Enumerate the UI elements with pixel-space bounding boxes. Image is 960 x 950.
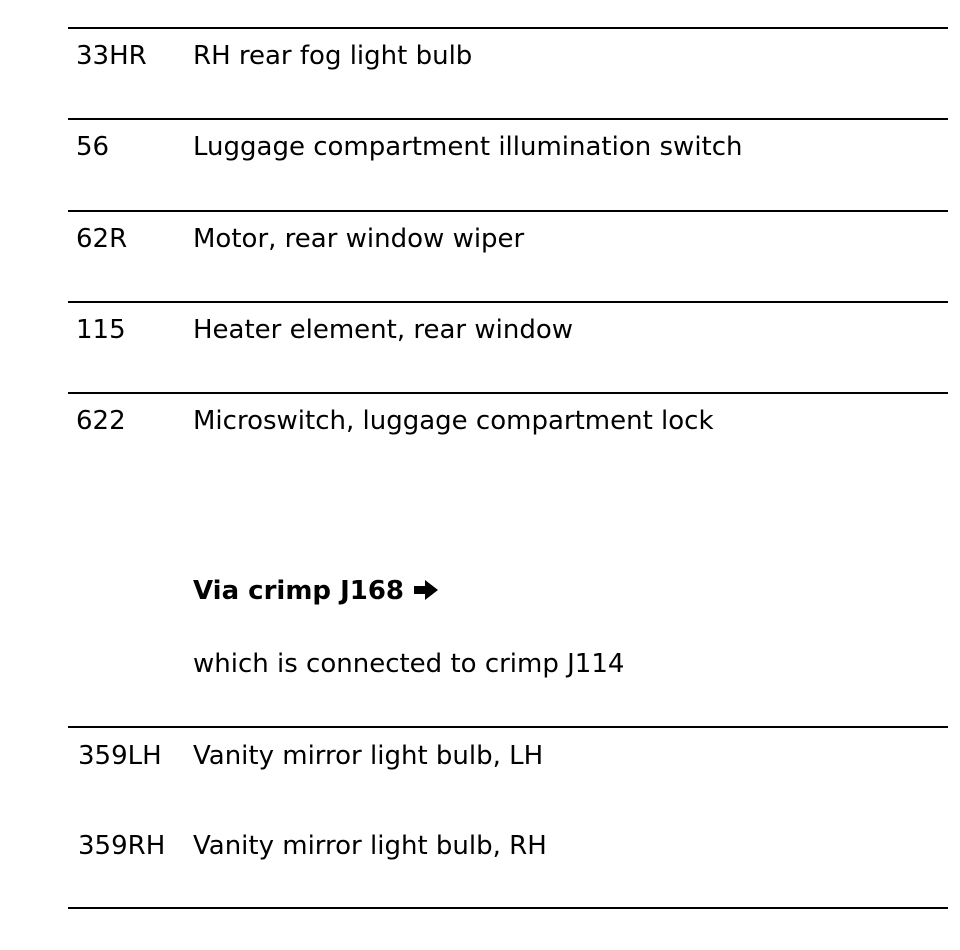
row-divider (68, 118, 948, 120)
component-code: 56 (76, 132, 110, 162)
row-divider (68, 210, 948, 212)
component-code: 359LH (78, 741, 162, 771)
component-description: Luggage compartment illumination switch (193, 132, 743, 162)
component-description: Heater element, rear window (193, 315, 574, 345)
component-description: Vanity mirror light bulb, RH (193, 831, 547, 861)
component-code: 359RH (78, 831, 166, 861)
crimp-heading (193, 576, 438, 607)
crimp-connection-note: which is connected to crimp J114 (193, 649, 625, 679)
row-divider (68, 301, 948, 303)
component-code: 622 (76, 406, 126, 436)
component-code: 115 (76, 315, 126, 345)
crimp-heading-text: Via crimp J168 (193, 576, 405, 606)
row-divider (68, 392, 948, 394)
component-description: Vanity mirror light bulb, LH (193, 741, 544, 771)
row-divider (68, 726, 948, 728)
component-description: Microswitch, luggage compartment lock (193, 406, 714, 436)
component-description: RH rear fog light bulb (193, 41, 473, 71)
row-divider (68, 907, 948, 909)
component-description: Motor, rear window wiper (193, 224, 525, 254)
row-divider (68, 27, 948, 29)
component-code: 62R (76, 224, 128, 254)
right-arrow-icon (414, 577, 438, 607)
component-code: 33HR (76, 41, 147, 71)
